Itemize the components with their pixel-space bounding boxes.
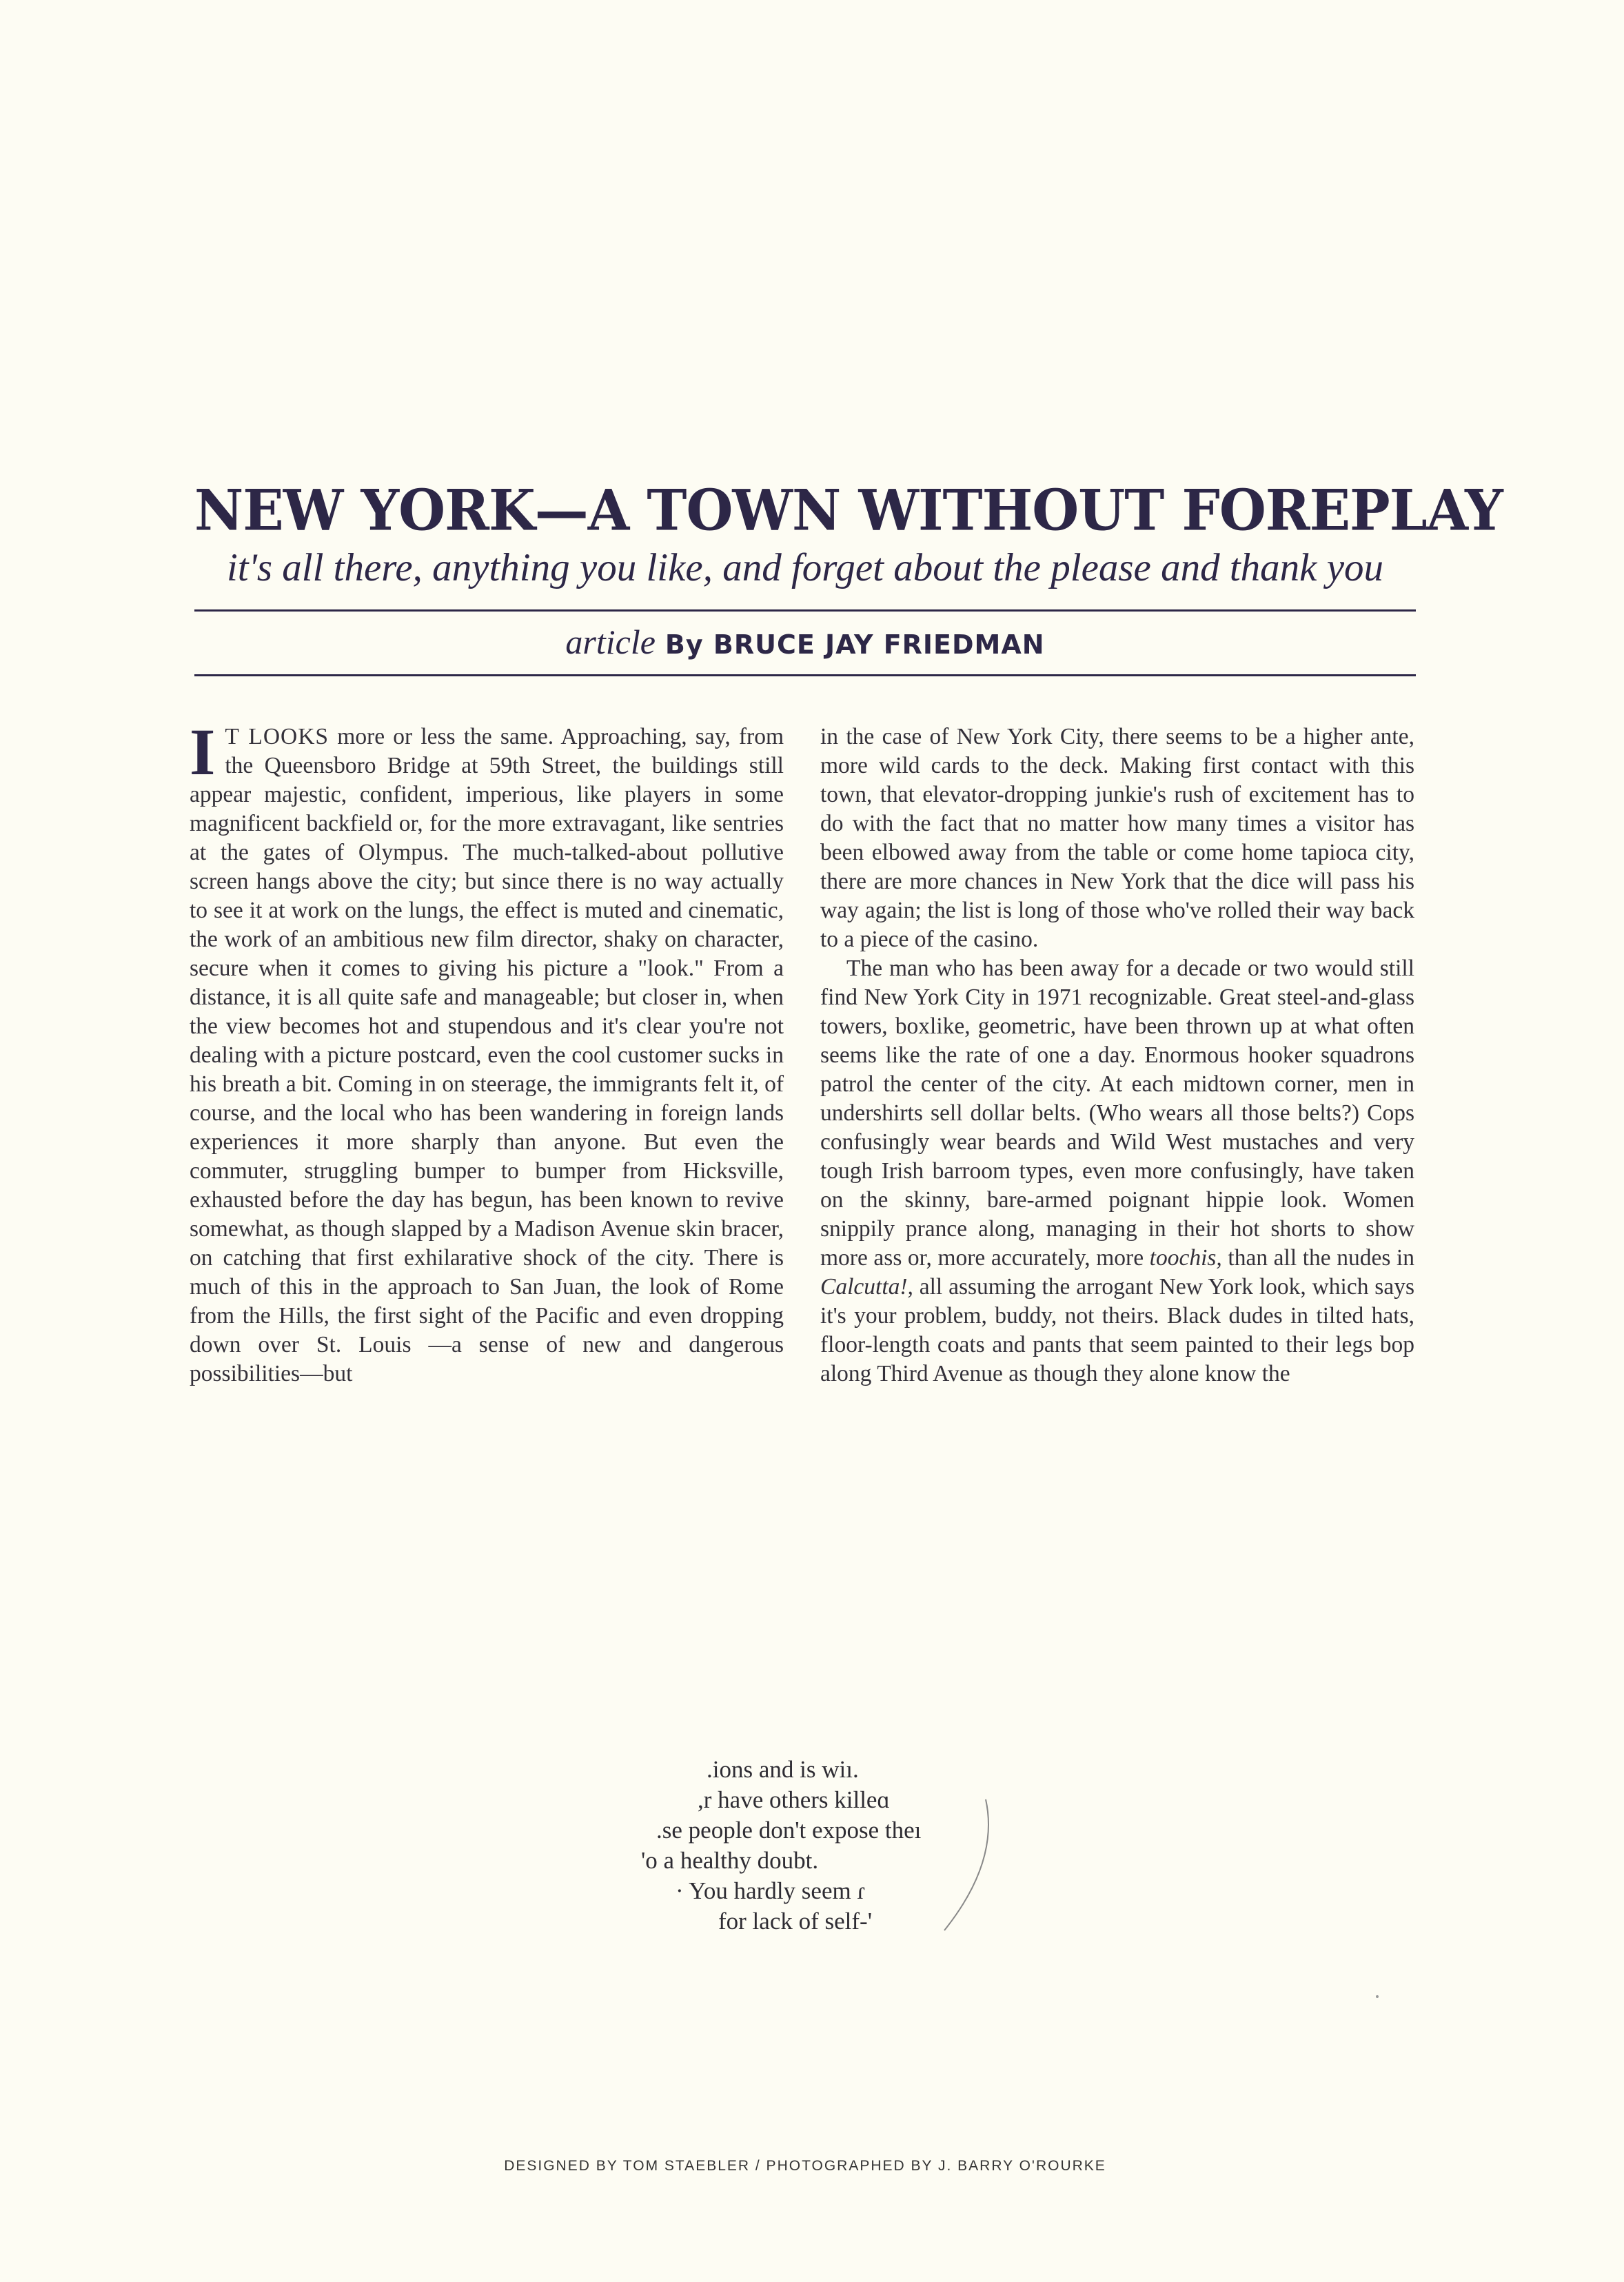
fragment-line: for lack of self-' — [718, 1908, 873, 1935]
italic-calcutta: Calcutta!, — [820, 1274, 913, 1300]
top-rule — [194, 609, 1416, 612]
left-column-text: more or less the same. Approaching, say, from the Queensboro Bridge at 59th Street, the buildings still appear majestic, confident, imperious, like players in some magnificent backfield or, for the more extravagant, like sentries at the gates of Olympus. The much-talked-about pollutive screen hangs above the city; but since there is no way actually to see it at work on the lungs, the effect is muted and cinematic, the work of an ambitious new film director, shaky on character, secure when it comes to giving his picture a "look." From a distance, it is all quite safe and manageable; but closer in, when the view becomes hot and stupendous and it's clear you're not dealing with a picture postcard, even the cool customer sucks in his breath a bit. Coming in on steerage, the immigrants felt it, of course, and the local who has been wandering in foreign lands experiences it more sharply than anyone. But even the commuter, struggling bumper to bumper from Hicksville, exhausted before the day has begun, has been known to revive somewhat, as though slapped by a Madison Avenue skin bracer, on catching that first exhilarative shock of the city. There is much of this in the approach to San Juan, the look of Rome from the Hills, the first sight of the Pacific and even dropping down over St. Louis —a sense of new and dangerous possibilities—but — [190, 724, 784, 1386]
byline-author: By BRUCE JAY FRIEDMAN — [664, 629, 1045, 660]
bottom-rule — [194, 674, 1416, 676]
credits: DESIGNED BY TOM STAEBLER / PHOTOGRAPHED BY J. BARRY O'ROURKE — [504, 2158, 1106, 2174]
fragment-cut-edge — [855, 1765, 1020, 1944]
right-paragraph-2-text-a: The man who has been away for a decade or two would still find New York City in 1971 recognizable. Great steel-and-glass towers, boxlike, geometric, have been thrown up at what often seems like the rate of one a day. Enormous hooker squadrons patrol the center of the city. At each midtown corner, men in undershirts sell dollar belts. (Who wears all those belts?) Cops confusingly wear beards and Wild West mustaches and very tough Irish barroom types, even more confusingly, have taken on the skinny, bare-armed poignant hippie look. Women snippily prance along, managing in their hot shorts to show more ass or, more accurately, more — [820, 956, 1414, 1271]
lead-small-caps: T LOOKS — [225, 724, 329, 749]
lead-paragraph — [190, 715, 784, 1389]
fragment-line: 'o a healthy doubt. — [641, 1847, 819, 1874]
byline-prefix: article — [565, 623, 656, 661]
subhead: it's all there, anything you like, and forget about the please and thank you — [226, 546, 1384, 589]
drop-cap: I — [190, 715, 216, 789]
fragment-line: .se people don't expose theı — [656, 1817, 922, 1844]
fragment-line: ,r have others killeɑ — [698, 1786, 890, 1813]
right-paragraph-2-text-b: than all the nudes in — [1221, 1245, 1414, 1271]
fragment-line: .ions and is wiı. — [707, 1756, 859, 1783]
italic-toochis: toochis, — [1149, 1245, 1222, 1271]
right-paragraph-2-text-c: all assuming the arrogant New York look, which says it's your problem, buddy, not theirs. Black dudes in tilted hats, floor-length coats and pants that seem painted to their legs bop along Third Avenue as though they alone know the — [820, 1274, 1414, 1386]
right-paragraph-1: in the case of New York City, there seems to be a higher ante, more wild cards to the deck. Making first contact with this town, that elevator-dropping junkie's rush of excitement has to do with the fact that no matter how many times a visitor has been elbowed away from the table or come home tapioca city, there are more chances in New York that the dice will pass his way again; the list is long of those who've rolled their way back to a piece of the casino. — [820, 724, 1414, 952]
body-column-right — [820, 723, 1414, 1389]
fragment-line: · You hardly seem ɾ — [676, 1877, 866, 1904]
byline — [194, 618, 1416, 675]
right-paragraph-2 — [820, 954, 1414, 1389]
headline: NEW YORK—A TOWN WITHOUT FOREPLAY — [194, 477, 1503, 544]
paper-speck — [1376, 1995, 1379, 1998]
body-column-left — [190, 715, 784, 1389]
